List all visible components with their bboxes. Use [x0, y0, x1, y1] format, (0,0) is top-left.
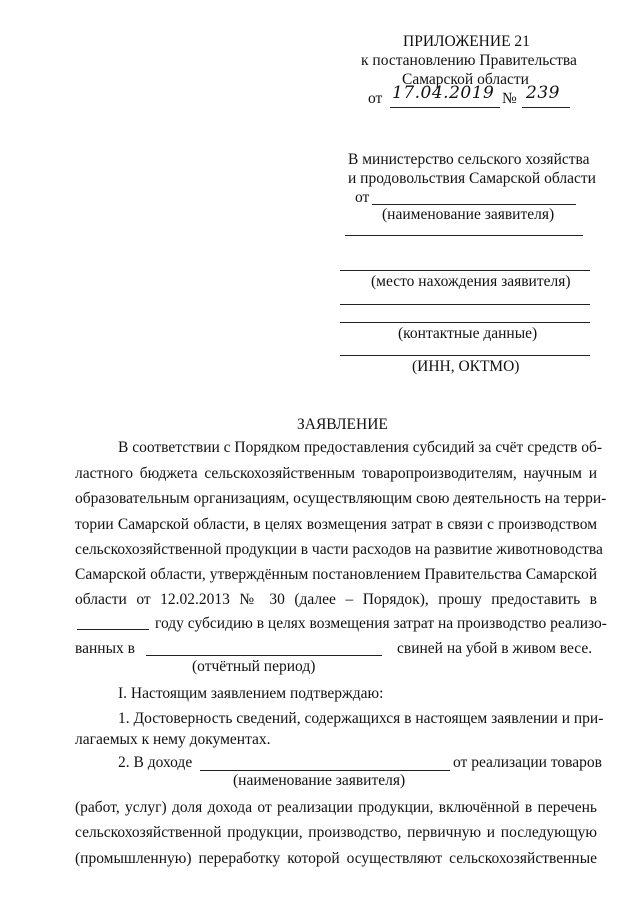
tail-line-1: (работ, услуг) доля дохода от реализации продукции, включённой в перечень: [75, 799, 597, 816]
number-handwritten: 239: [526, 83, 560, 103]
p1-line-5: сельскохозяйственной продукции в части расходов на развитие животноводства: [75, 541, 603, 558]
item-2-end: от реализации товаров: [453, 754, 602, 771]
from-label: от: [355, 189, 370, 206]
date-prefix: от: [368, 90, 383, 107]
p1-line-8: году субсидию в целях возмещения затрат на производство реализо-: [155, 615, 607, 632]
year-blank-field[interactable]: [77, 629, 149, 630]
date-handwritten: 17.04.2019: [392, 83, 495, 103]
appendix-line1: к постановлению Правительства: [361, 52, 577, 69]
document-title: ЗАЯВЛЕНИЕ: [297, 416, 388, 433]
appendix-title: ПРИЛОЖЕНИЕ 21: [403, 33, 530, 50]
p1-line-3: образовательным организациям, осуществляющим свою деятельность на терри-: [75, 490, 607, 507]
caption-applicant-name: (наименование заявителя): [382, 206, 555, 223]
item-2-start: 2. В доходе: [118, 754, 193, 771]
p1-line-7: области от 12.02.2013 № 30 (далее – Порядок), прошу предоставить в: [75, 591, 597, 608]
p1-line-9-start: ванных в: [75, 640, 135, 657]
location-line-2[interactable]: [340, 322, 590, 323]
caption-inn: (ИНН, ОКТМО): [412, 358, 520, 375]
location-line-1[interactable]: [340, 304, 590, 305]
caption-period: (отчётный период): [192, 658, 316, 675]
p1-line-9-end: свиней на убой в живом весе.: [397, 640, 593, 657]
p1-line-2: ластного бюджета сельскохозяйственным товаропроизводителям, научным и: [75, 465, 597, 482]
applicant-extra-line-1[interactable]: [345, 235, 583, 236]
period-blank-field[interactable]: [146, 655, 382, 656]
addressee-line1: В министерство сельского хозяйства: [348, 151, 590, 168]
applicant-name-field[interactable]: [372, 204, 576, 205]
item-1-line-1: 1. Достоверность сведений, содержащихся в настоящем заявлении и при-: [118, 710, 604, 727]
caption-contacts: (контактные данные): [398, 325, 538, 342]
applicant-extra-line-2[interactable]: [340, 270, 590, 271]
p1-line-4: тории Самарской области, в целях возмещения затрат в связи с производством: [75, 516, 597, 533]
caption-applicant: (наименование заявителя): [233, 772, 406, 789]
caption-location: (место нахождения заявителя): [371, 273, 571, 290]
number-underline: [522, 107, 570, 108]
section-1-heading: I. Настоящим заявлением подтверждаю:: [118, 685, 384, 702]
p1-line-6: Самарской области, утверждённым постановлением Правительства Самарской: [75, 566, 597, 583]
tail-line-2: сельскохозяйственной продукции, производство, первичную и последующую: [75, 824, 597, 841]
income-applicant-field[interactable]: [200, 770, 450, 771]
tail-line-3: (промышленную) переработку которой осуществляют сельскохозяйственные: [75, 850, 597, 867]
p1-line-1: В соответствии с Порядком предоставления субсидий за счёт средств об-: [118, 439, 603, 456]
number-sign: №: [502, 90, 517, 107]
contacts-line[interactable]: [340, 355, 590, 356]
date-underline: [390, 107, 500, 108]
appendix-line2: Самарской области: [402, 71, 529, 88]
item-1-line-2: лагаемых к нему документах.: [75, 731, 271, 748]
addressee-line2: и продовольствия Самарской области: [348, 170, 596, 187]
